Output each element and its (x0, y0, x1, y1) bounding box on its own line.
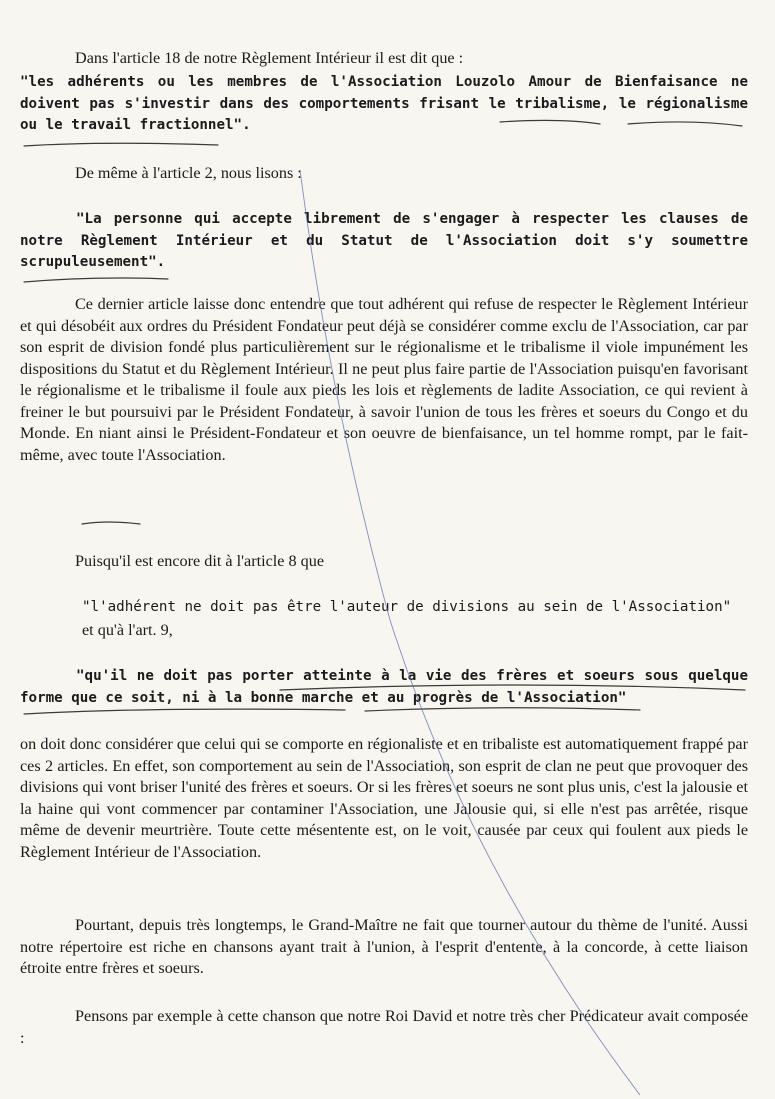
article-2-intro: De même à l'article 2, nous lisons : (75, 164, 302, 182)
article-18-quote: "les adhérents ou les membres de l'Association Louzolo Amour de Bienfaisance ne doivent pas s'investir dans des comportements frisant le tribalisme, le régionalisme ou le travail fractionnel". (20, 74, 748, 133)
blue-ink-stroke (300, 170, 640, 1095)
underline-regionalisme (628, 122, 742, 126)
conclusion-paragraph: on doit donc considérer que celui qui se comporte en régionaliste et en tribaliste est automatiquement frappé par ces 2 articles. En effet, son comportement au sein de l'Association, son esprit de clan ne peut que provoquer des divisions qui vont briser l'unité des frères et soeurs. Or si les frères et soeurs ne sont plus unis, c'est la jalousie et la haine qui vont commencer par contaminer l'Association, une Jalousie qui, si elle n'est pas arrêtée, risque même de devenir meurtrière. Toute cette mésentente est, on le voit, causée par ceux qui foulent aux pieds le Règlement Intérieur de l'Association. (20, 735, 748, 861)
song-intro-paragraph: Pensons par exemple à cette chanson que notre Roi David et notre très cher Prédicateur avait composée : (20, 1007, 748, 1047)
underline-article-9-b (24, 709, 345, 714)
underline-tribalisme (500, 120, 600, 124)
underline-travail (24, 143, 218, 146)
article-9-quote: "qu'il ne doit pas porter atteinte à la vie des frères et soeurs sous quelque forme que ce soit, ni à la bonne marche et au progrès de l'Association" (20, 668, 748, 706)
underline-article-9-c (365, 708, 640, 711)
unity-paragraph: Pourtant, depuis très longtemps, le Grand-Maître ne fait que tourner autour du thème de l'unité. Aussi notre répertoire est riche en chansons ayant trait à l'union, à l'esprit d'entente, à la concorde, à cette liaison étroite entre frères et soeurs. (20, 916, 748, 977)
underline-rompt (82, 522, 140, 524)
commentary-paragraph: Ce dernier article laisse donc entendre que tout adhérent qui refuse de respecter le Règlement Intérieur et qui désobéit aux ordres du Président Fondateur peut déjà se considérer comme exclu de l'Association, car par son esprit de division fondé plus particulièrement sur le régionalisme et le tribalisme il viole impunément les dispositions du Statut et du Règlement Intérieur. Il ne peut plus faire partie de l'Association puisqu'en favorisant le régionalisme et le tribalisme il foule aux pieds les lois et règlements de ladite Association, ce qui revient à freiner le but poursuivi par le Président Fondateur, à savoir l'union de tous les frères et soeurs du Congo et du Monde. En niant ainsi le Président-Fondateur et son oeuvre de bienfaisance, un tel homme rompt, par le fait-même, avec toute l'Association. (20, 295, 748, 464)
underline-scrupuleusement (24, 278, 168, 282)
article-18-intro: Dans l'article 18 de notre Règlement Intérieur il est dit que : (75, 49, 464, 67)
article-8-intro: Puisqu'il est encore dit à l'article 8 que (75, 552, 325, 570)
article-9-intro: et qu'à l'art. 9, (82, 621, 173, 639)
article-8-quote: "l'adhérent ne doit pas être l'auteur de divisions au sein de l'Association" (82, 599, 732, 615)
underline-article-9-a (280, 685, 745, 690)
article-2-quote: "La personne qui accepte librement de s'engager à respecter les clauses de notre Règlement Intérieur et du Statut de l'Association doit s'y soumettre scrupuleusement". (20, 211, 748, 270)
